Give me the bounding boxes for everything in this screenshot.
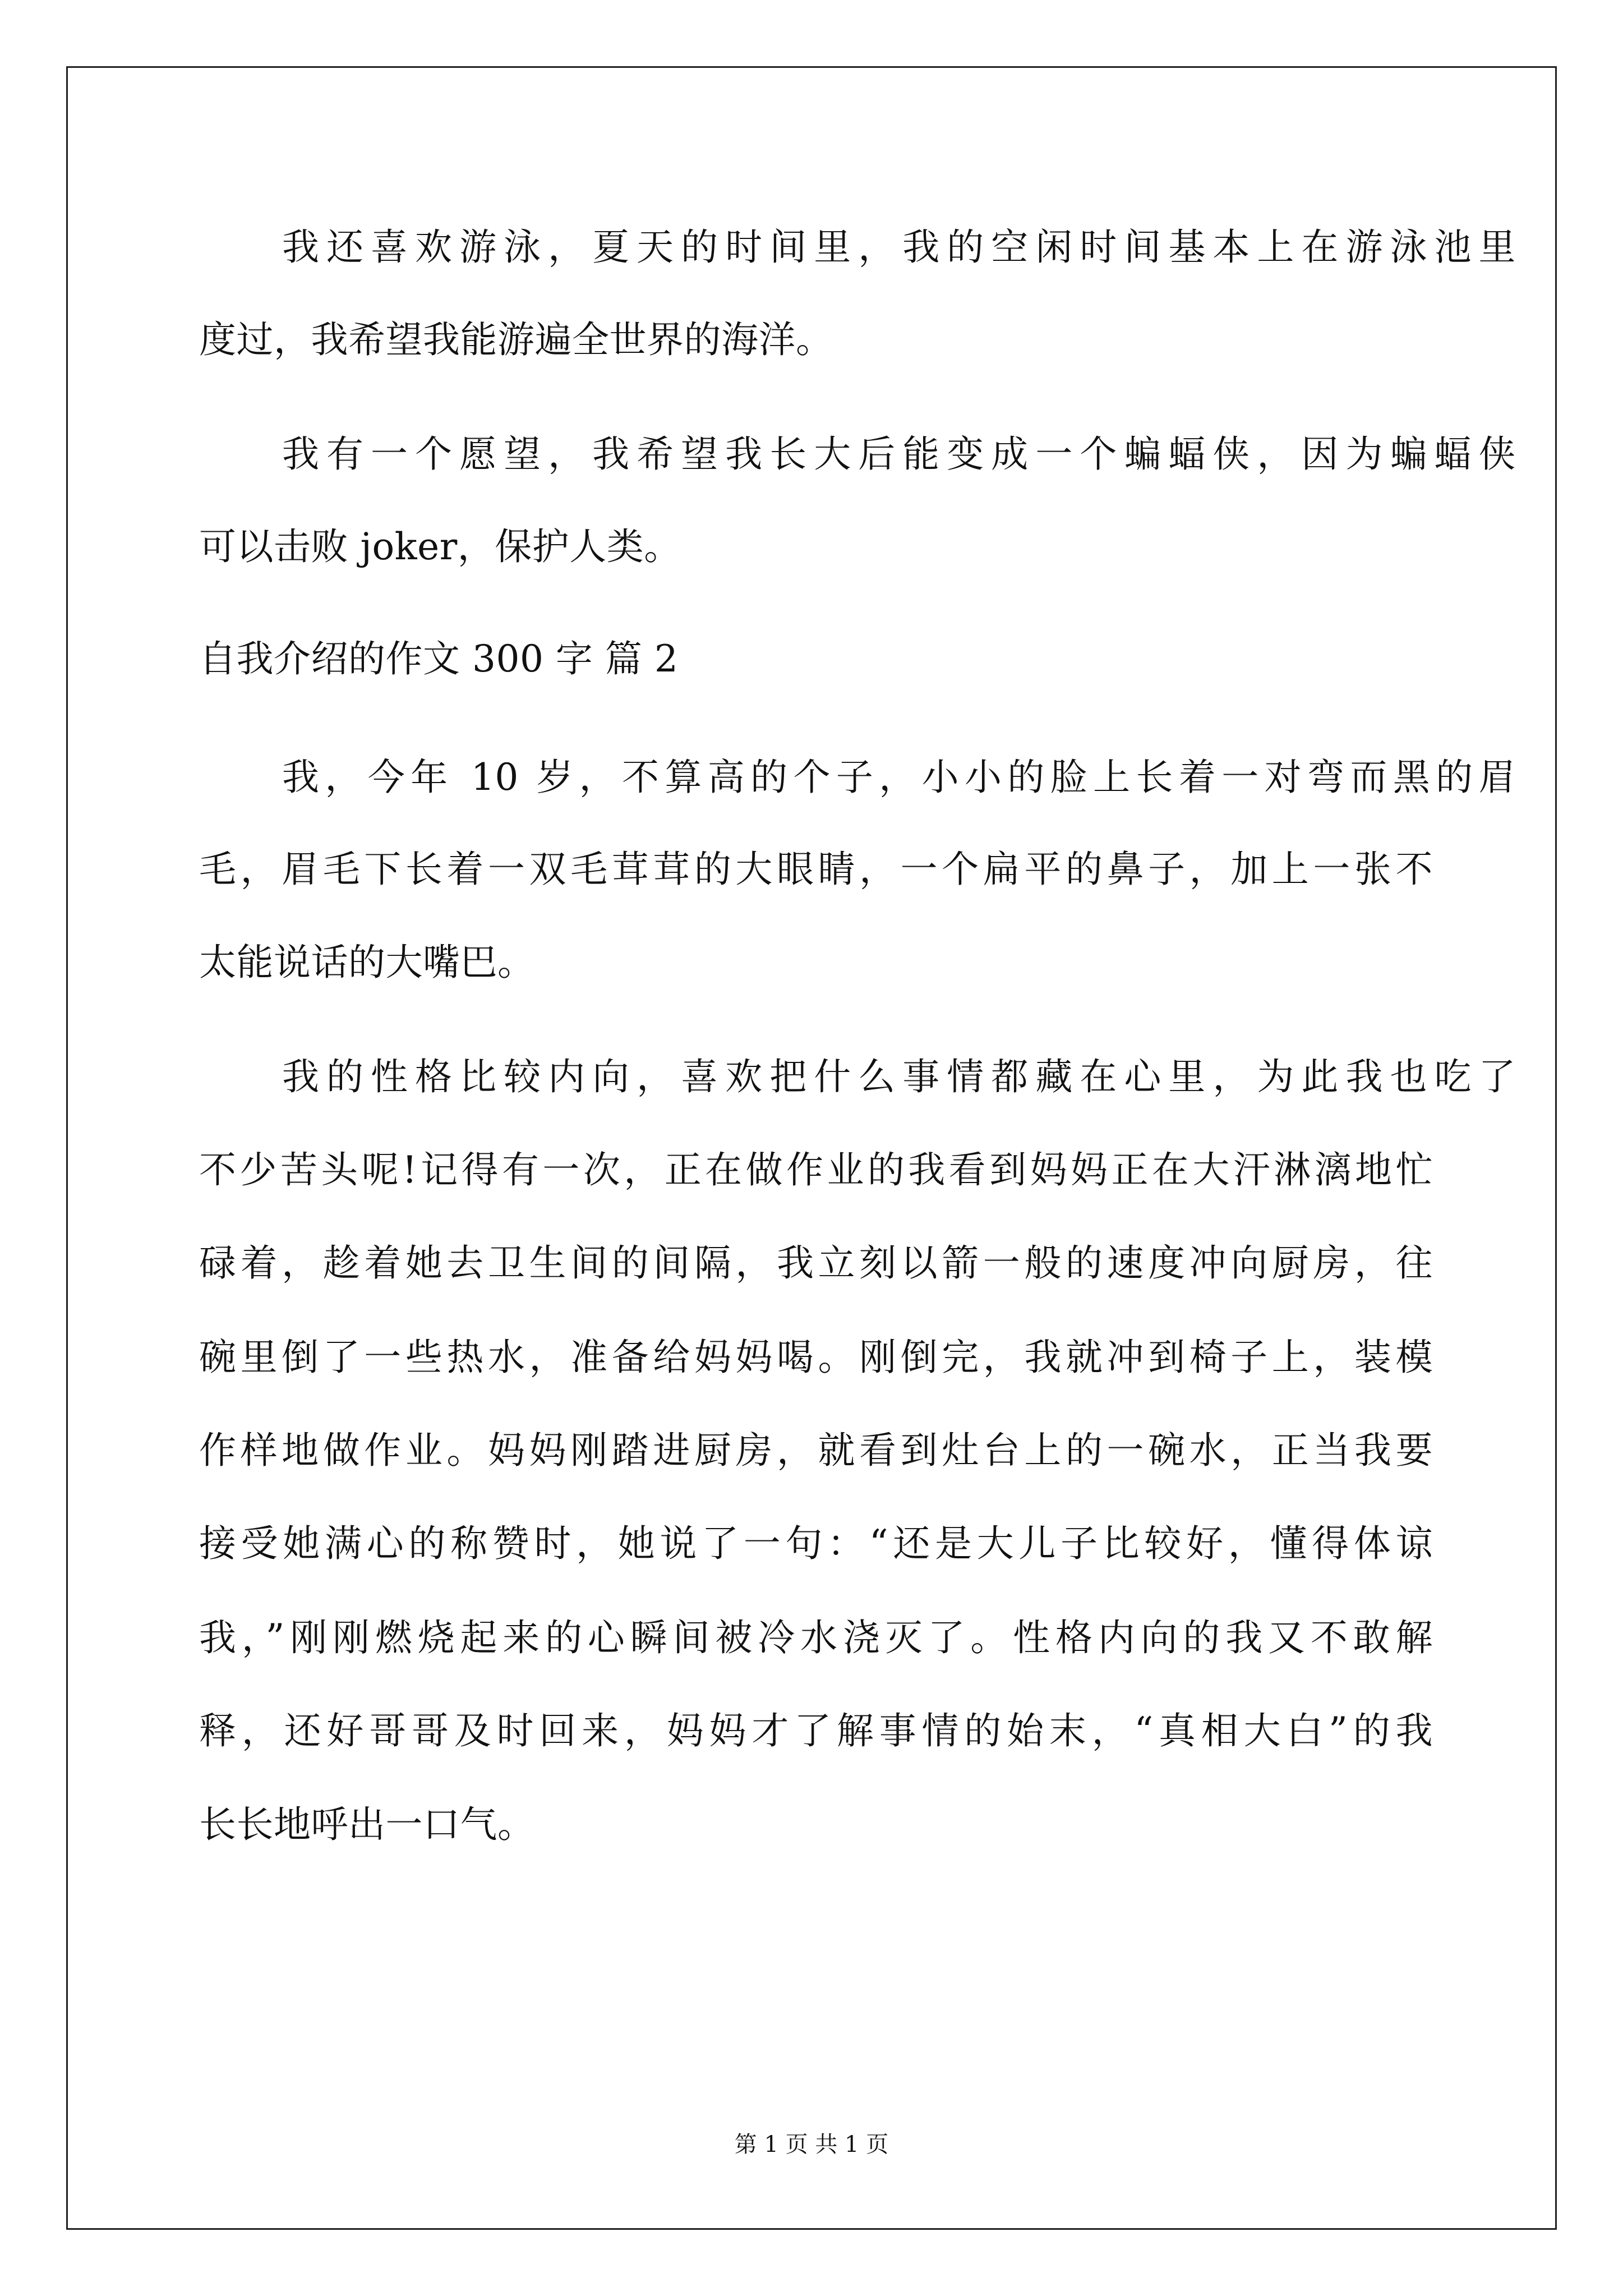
- paragraph-line: 太能说话的大嘴巴。: [199, 941, 535, 984]
- paragraph-line: 可以击败 joker，保护人类。: [199, 525, 681, 568]
- paragraph-line: 碗里倒了一些热水，准备给妈妈喝。刚倒完，我就冲到椅子上，装模: [199, 1336, 1433, 1379]
- paragraph-line: 我还喜欢游泳，夏天的时间里，我的空闲时间基本上在游泳池里: [282, 226, 1516, 269]
- section-title: 自我介绍的作文 300 字 篇 2: [199, 637, 679, 680]
- paragraph-line: 作样地做作业。妈妈刚踏进厨房，就看到灶台上的一碗水，正当我要: [199, 1429, 1433, 1472]
- paragraph-line: 长长地呼出一口气。: [199, 1803, 535, 1846]
- paragraph-line: 我，今年 10 岁，不算高的个子，小小的脸上长着一对弯而黑的眉: [282, 756, 1516, 799]
- paragraph-line: 我，”刚刚燃烧起来的心瞬间被冷水浇灭了。性格内向的我又不敢解: [199, 1616, 1433, 1659]
- paragraph-line: 度过，我希望我能游遍全世界的海洋。: [199, 318, 833, 361]
- paragraph-line: 碌着，趁着她去卫生间的间隔，我立刻以箭一般的速度冲向厨房，往: [199, 1241, 1433, 1285]
- paragraph-line: 接受她满心的称赞时，她说了一句：“还是大儿子比较好，懂得体谅: [199, 1522, 1433, 1565]
- paragraph-line: 毛，眉毛下长着一双毛茸茸的大眼睛，一个扁平的鼻子，加上一张不: [199, 848, 1433, 891]
- paragraph-line: 不少苦头呢!记得有一次，正在做作业的我看到妈妈正在大汗淋漓地忙: [199, 1148, 1433, 1191]
- paragraph-line: 我有一个愿望，我希望我长大后能变成一个蝙蝠侠，因为蝙蝠侠: [282, 432, 1516, 476]
- paragraph-line: 释，还好哥哥及时回来，妈妈才了解事情的始末，“真相大白”的我: [199, 1709, 1433, 1752]
- paragraph-line: 我的性格比较内向，喜欢把什么事情都藏在心里，为此我也吃了: [282, 1055, 1516, 1098]
- page-footer: 第 1 页 共 1 页: [734, 2132, 889, 2157]
